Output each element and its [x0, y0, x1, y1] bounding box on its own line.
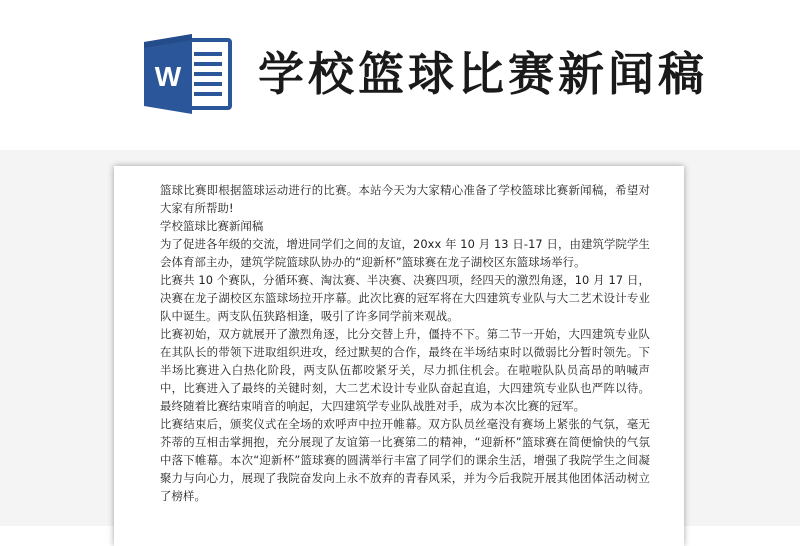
body-paragraph: 比赛初始，双方就展开了激烈角逐，比分交替上升，僵持不下。第二节一开始，大四建筑专业队在其队长的带领下进取组织进攻，经过默契的合作，最终在半场结束时以微弱比分暂时领先。下半场比赛进入白热化阶段，两支队伍都咬紧牙关，尽力抓住机会。在啦啦队队员高昂的呐喊声中，比赛进入了最终的关键时刻，大二艺术设计专业队奋起直追，大四建筑专业队也严阵以待。最终随着比赛结束哨音的响起，大四建筑学专业队战胜对手，成为本次比赛的冠军。 — [160, 327, 650, 413]
body-paragraph: 比赛共 10 个赛队，分循环赛、淘汰赛、半决赛、决赛四项，经四天的激烈角逐，10 月 17 日，决赛在龙子湖校区东篮球场拉开序幕。此次比赛的冠军将在大四建筑专业队与大二艺术设计专业队中诞生。两支队伍狭路相逢，吸引了许多同学前来观战。 — [160, 273, 650, 323]
word-icon-letter: W — [154, 61, 182, 92]
document-body — [160, 181, 650, 505]
body-paragraph: 比赛结束后，颁奖仪式在全场的欢呼声中拉开帷幕。双方队员丝毫没有赛场上紧张的气氛，毫无芥蒂的互相击掌拥抱，充分展现了友谊第一比赛第二的精神，“迎新杯”篮球赛在简便愉快的气氛中落下帷幕。本次“迎新杯”篮球赛的圆满举行丰富了同学们的课余生活，增强了我院学生之间凝聚力与向心力，展现了我院奋发向上永不放弃的青春风采，并为今后我院开展其他团体活动树立了榜样。 — [160, 417, 650, 503]
intro-paragraph: 篮球比赛即根据篮球运动进行的比赛。本站今天为大家精心准备了学校篮球比赛新闻稿，希望对大家有所帮助! — [160, 183, 650, 215]
article-heading: 学校篮球比赛新闻稿 — [160, 219, 264, 233]
header-banner — [0, 0, 800, 150]
page-title: 学校篮球比赛新闻稿 — [258, 47, 708, 101]
word-document-icon — [142, 32, 234, 116]
body-paragraph: 为了促进各年级的交流，增进同学们之间的友谊，20xx 年 10 月 13 日-17 日，由建筑学院学生会体育部主办，建筑学院篮球队协办的“迎新杯”篮球赛在龙子湖校区东篮球场举行。 — [160, 237, 650, 269]
